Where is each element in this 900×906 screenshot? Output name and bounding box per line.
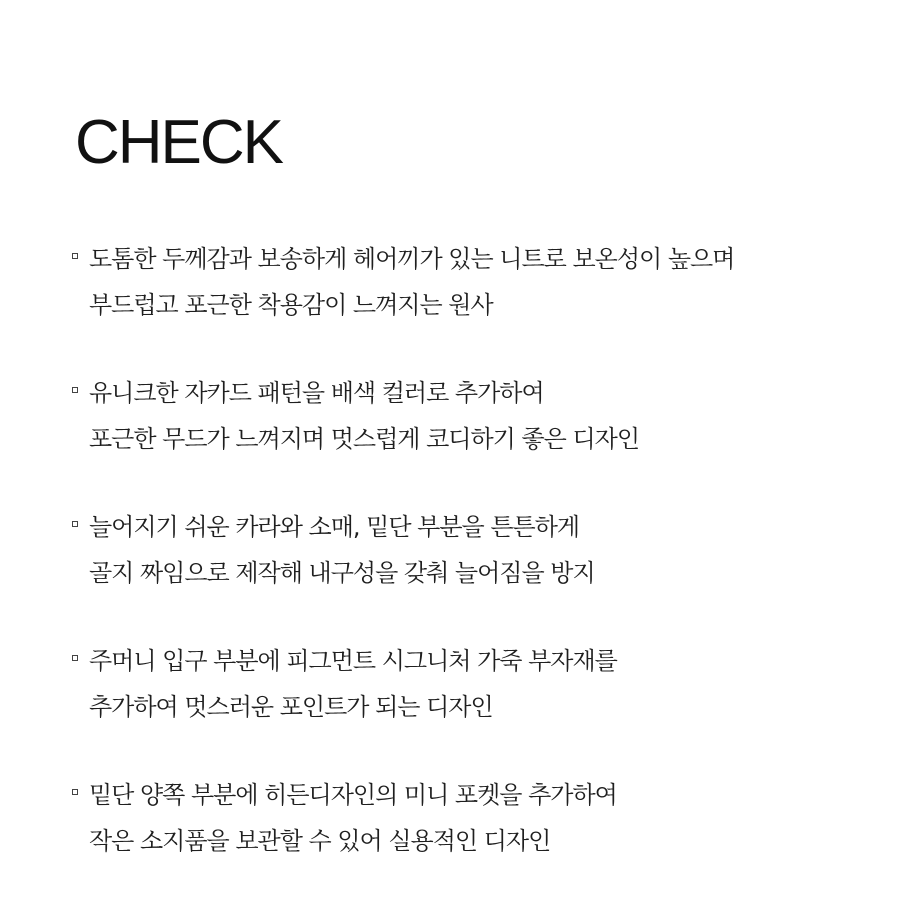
check-item xyxy=(72,504,872,598)
check-item-line: 늘어지기 쉬운 카라와 소매, 밑단 부분을 튼튼하게 xyxy=(89,513,580,541)
check-item xyxy=(72,772,872,866)
check-item-line: 도톰한 두께감과 보송하게 헤어끼가 있는 니트로 보온성이 높으며 xyxy=(89,245,735,273)
square-bullet-icon xyxy=(72,387,78,393)
check-item-line: 주머니 입구 부분에 피그먼트 시그니처 가죽 부자재를 xyxy=(89,647,617,675)
square-bullet-icon xyxy=(72,253,78,259)
check-item-line: 작은 소지품을 보관할 수 있어 실용적인 디자인 xyxy=(89,827,551,855)
check-item-line: 밑단 양쪽 부분에 히든디자인의 미니 포켓을 추가하여 xyxy=(89,781,617,809)
page-title: CHECK xyxy=(75,108,283,177)
check-item-line: 포근한 무드가 느껴지며 멋스럽게 코디하기 좋은 디자인 xyxy=(89,425,640,453)
check-item-line: 유니크한 자카드 패턴을 배색 컬러로 추가하여 xyxy=(89,379,544,407)
square-bullet-icon xyxy=(72,655,78,661)
square-bullet-icon xyxy=(72,521,78,527)
check-item xyxy=(72,638,872,732)
check-item xyxy=(72,370,872,464)
check-item-line: 추가하여 멋스러운 포인트가 되는 디자인 xyxy=(89,693,493,721)
check-list xyxy=(72,236,872,906)
check-item xyxy=(72,236,872,330)
square-bullet-icon xyxy=(72,789,78,795)
check-item-line: 골지 짜임으로 제작해 내구성을 갖춰 늘어짐을 방지 xyxy=(89,559,595,587)
check-item-line: 부드럽고 포근한 착용감이 느껴지는 원사 xyxy=(89,291,493,319)
